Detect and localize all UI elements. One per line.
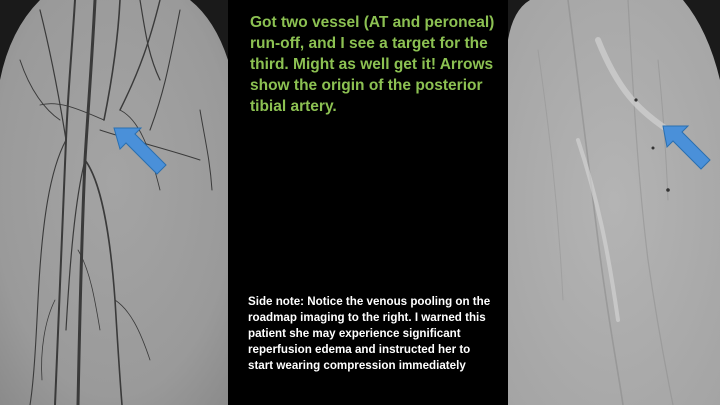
side-note: Side note: Notice the venous pooling on the roadmap imaging to the right. I warned this patient she may experience significant reperfusion edema and instructed her to start wearing compression immediately [248,295,491,372]
angiogram-graphic [0,0,228,405]
roadmap-graphic [508,0,720,405]
angiogram-image-left [0,0,228,405]
main-caption: Got two vessel (AT and peroneal) run-off, and I see a target for the third. Might as well get it! Arrows show the origin of the posterior tibial artery. [250,14,495,115]
roadmap-image-right [508,0,720,405]
